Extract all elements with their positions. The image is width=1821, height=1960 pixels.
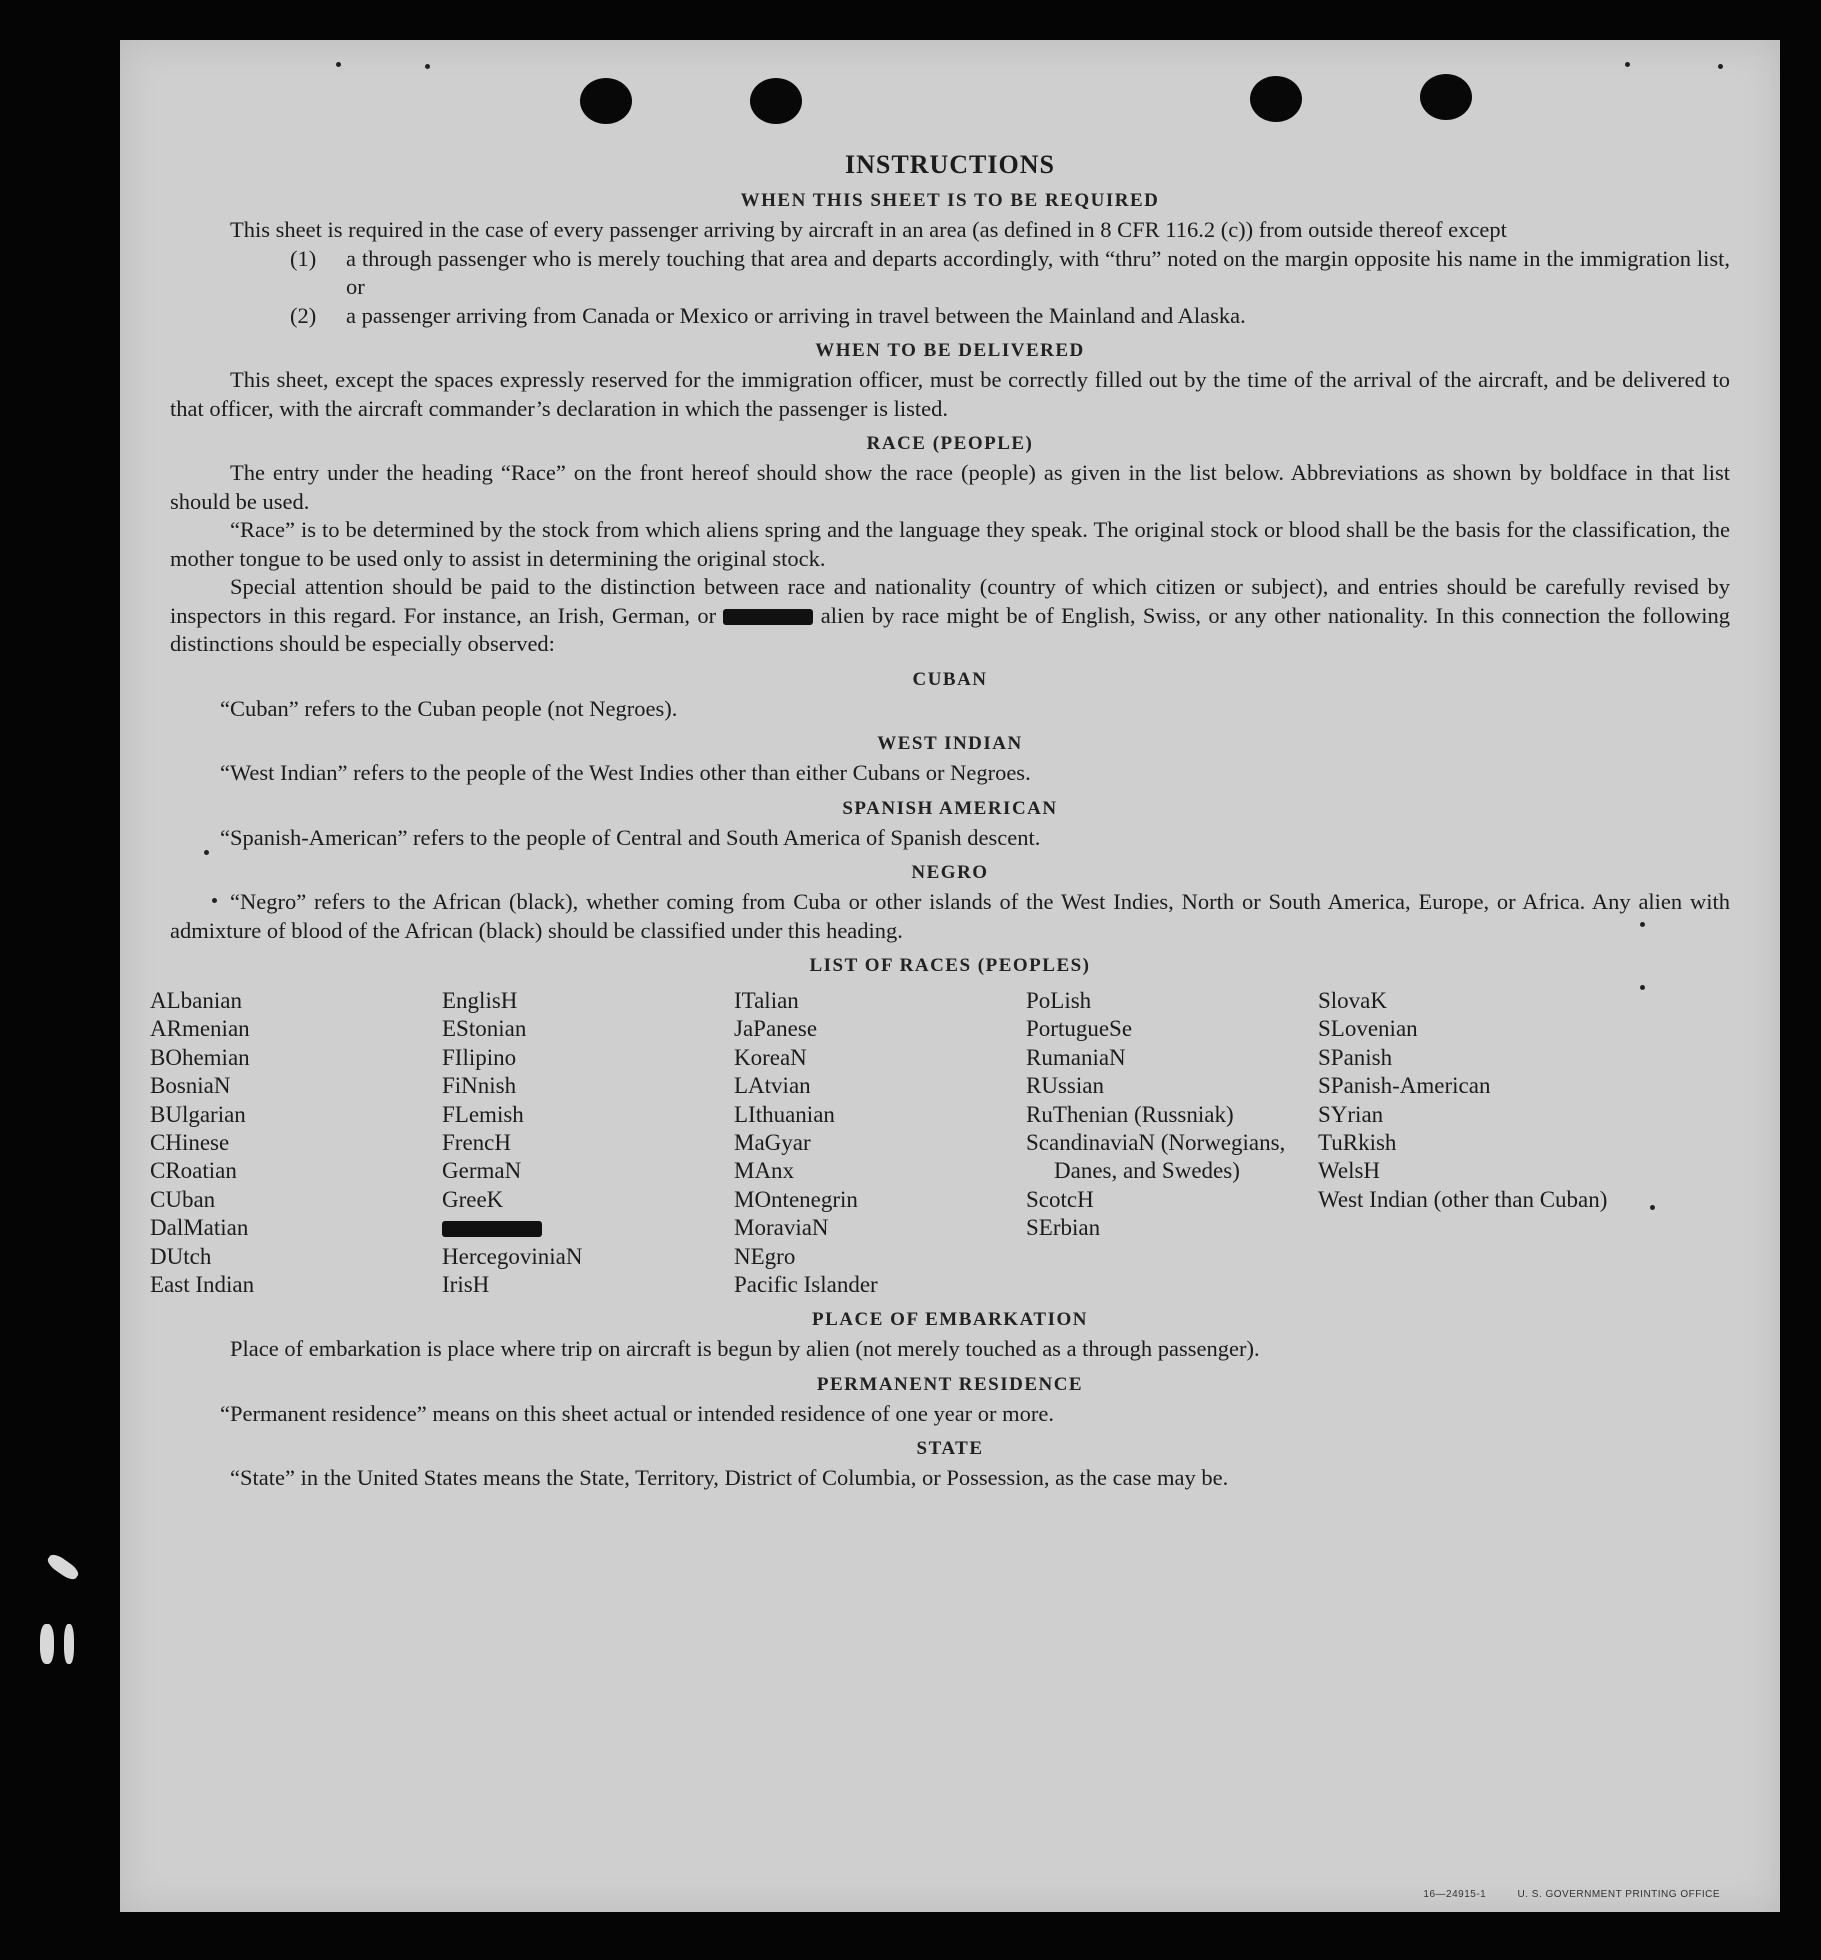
document-sheet bbox=[120, 40, 1780, 1912]
race-entry: CHinese bbox=[150, 1130, 230, 1156]
race-entry: PoLish bbox=[1026, 988, 1092, 1013]
race-entry: WelsH bbox=[1318, 1158, 1381, 1184]
exception-number: (1) bbox=[290, 245, 317, 271]
section-heading-west-indian: WEST INDIAN bbox=[877, 733, 1023, 754]
section-heading-embarkation: PLACE OF EMBARKATION bbox=[812, 1309, 1088, 1331]
race-entry: JaPanese bbox=[734, 1016, 818, 1042]
race-entry: SYrian bbox=[1318, 1101, 1384, 1127]
race-entry: ARmenian bbox=[150, 1016, 250, 1042]
race-entry: GreeK bbox=[442, 1186, 504, 1212]
race-paragraph-1: The entry under the heading “Race” on the front hereof should show the race (people) as given in the list below. Abbreviations as shown by boldface in that list should be used. bbox=[170, 460, 1730, 514]
residence-definition: “Permanent residence” means on this sheet actual or intended residence of one year or more. bbox=[220, 1400, 1055, 1426]
race-entry: FLemish bbox=[442, 1101, 524, 1127]
races-column-3 bbox=[734, 987, 1026, 1299]
exception-item bbox=[290, 302, 1730, 331]
races-column-4 bbox=[1026, 987, 1318, 1299]
state-definition: “State” in the United States means the State, Territory, District of Columbia, or Possession, as the case may be. bbox=[230, 1465, 1229, 1491]
scan-artifact bbox=[45, 1552, 81, 1583]
race-entry: EnglisH bbox=[442, 988, 518, 1013]
race-entry: ScotcH bbox=[1026, 1186, 1094, 1212]
race-entry: SPanish-American bbox=[1318, 1073, 1491, 1099]
race-entry: DalMatian bbox=[150, 1215, 249, 1241]
race-entry: ITalian bbox=[734, 988, 799, 1013]
race-entry: West Indian (other than Cuban) bbox=[1318, 1186, 1608, 1212]
section-heading-delivered: WHEN TO BE DELIVERED bbox=[815, 340, 1085, 361]
race-entry: IrisH bbox=[442, 1272, 490, 1298]
race-entry: NEgro bbox=[734, 1243, 796, 1269]
race-entry: LAtvian bbox=[734, 1073, 811, 1099]
race-paragraph-2: “Race” is to be determined by the stock from which aliens spring and the language they speak. The original stock or blood shall be the basis for the classification, the mother tongue to be used only to assist in determining the original stock. bbox=[170, 517, 1730, 571]
race-entry: Pacific Islander bbox=[734, 1272, 878, 1298]
race-entry: BosniaN bbox=[150, 1073, 231, 1099]
speck bbox=[425, 64, 430, 69]
race-entry: SPanish bbox=[1318, 1044, 1393, 1070]
section-heading-cuban: CUBAN bbox=[912, 668, 988, 690]
race-entry: CRoatian bbox=[150, 1158, 237, 1184]
race-entry: SErbian bbox=[1026, 1215, 1101, 1241]
races-column-1 bbox=[150, 987, 442, 1299]
punch-hole bbox=[750, 78, 802, 124]
punch-hole bbox=[580, 78, 632, 124]
race-paragraph-3b: alien by race might be of English, Swiss, or any other nationality. In this connection the following distinctions should be especially observed: bbox=[170, 602, 1730, 656]
exception-text: a passenger arriving from Canada or Mexico or arriving in travel between the Mainland and Alaska. bbox=[346, 302, 1246, 328]
race-entry: PortugueSe bbox=[1026, 1016, 1133, 1042]
race-entry: RumaniaN bbox=[1026, 1044, 1126, 1070]
punch-hole bbox=[1420, 74, 1472, 120]
section-heading-race: RACE (PEOPLE) bbox=[866, 433, 1034, 454]
redaction-mark bbox=[442, 1221, 542, 1237]
section-heading-state: STATE bbox=[916, 1438, 984, 1460]
race-entry: FrencH bbox=[442, 1130, 511, 1156]
delivered-text: This sheet, except the spaces expressly reserved for the immigration officer, must be correctly filled out by the time of the arrival of the aircraft, and be delivered to that officer, with the aircraft commander’s declaration in which the passenger is listed. bbox=[170, 367, 1730, 421]
speck bbox=[336, 62, 341, 67]
section-heading-negro: NEGRO bbox=[911, 862, 989, 883]
race-entry: LIthuanian bbox=[734, 1101, 835, 1127]
race-entry: East Indian bbox=[150, 1272, 255, 1298]
exception-number: (2) bbox=[290, 302, 317, 328]
race-entry: FiNnish bbox=[442, 1073, 517, 1099]
page-title: INSTRUCTIONS bbox=[845, 150, 1055, 179]
exception-item bbox=[290, 245, 1730, 302]
exception-text: a through passenger who is merely touching that area and departs accordingly, with “thru” noted on the margin opposite his name in the immigration list, or bbox=[346, 245, 1730, 299]
race-entry-redacted bbox=[442, 1214, 734, 1242]
race-entry: SlovaK bbox=[1318, 988, 1387, 1013]
required-intro: This sheet is required in the case of every passenger arriving by aircraft in an area (as defined in 8 CFR 116.2 (c)) from outside thereof except bbox=[230, 217, 1507, 242]
section-heading-required: WHEN THIS SHEET IS TO BE REQUIRED bbox=[740, 190, 1160, 211]
races-column-5 bbox=[1318, 987, 1610, 1299]
race-entry: RUssian bbox=[1026, 1073, 1104, 1099]
section-heading-spanish-american: SPANISH AMERICAN bbox=[842, 797, 1058, 819]
west-indian-definition: “West Indian” refers to the people of the West Indies other than either Cubans or Negroes. bbox=[220, 760, 1031, 785]
instructions-content bbox=[150, 150, 1730, 1493]
spanish-american-definition: “Spanish-American” refers to the people of Central and South America of Spanish descent. bbox=[220, 824, 1041, 850]
race-entry: ScandinaviaN (Norwegians, Danes, and Swedes) bbox=[1026, 1130, 1286, 1184]
negro-definition: “Negro” refers to the African (black), whether coming from Cuba or other islands of the West Indies, North or South America, Europe, or Africa. Any alien with admixture of blood of the African (black) should be classified under this heading. bbox=[170, 889, 1730, 943]
section-heading-races-list: LIST OF RACES (PEOPLES) bbox=[809, 955, 1091, 976]
race-entry: TuRkish bbox=[1318, 1130, 1397, 1156]
footer-print-line bbox=[1423, 1889, 1720, 1900]
section-heading-residence: PERMANENT RESIDENCE bbox=[816, 1373, 1084, 1395]
race-entry: HercegoviniaN bbox=[442, 1243, 583, 1269]
race-entry: MAnx bbox=[734, 1158, 795, 1184]
race-entry: BUlgarian bbox=[150, 1101, 246, 1127]
redaction-mark bbox=[723, 609, 813, 625]
race-entry: GermaN bbox=[442, 1158, 522, 1184]
race-entry: MaGyar bbox=[734, 1130, 811, 1156]
punch-hole bbox=[1250, 76, 1302, 122]
races-list bbox=[150, 987, 1730, 1299]
race-entry: FIlipino bbox=[442, 1044, 517, 1070]
race-paragraph-3 bbox=[170, 573, 1730, 659]
race-entry: RuThenian (Russniak) bbox=[1026, 1101, 1234, 1127]
printer-name: U. S. GOVERNMENT PRINTING OFFICE bbox=[1517, 1889, 1720, 1900]
scan-artifact bbox=[40, 1624, 54, 1664]
race-entry: CUban bbox=[150, 1186, 216, 1212]
speck bbox=[1718, 64, 1723, 69]
races-column-2 bbox=[442, 987, 734, 1299]
race-paragraph-3a: Special attention should be paid to the distinction between race and nationality (country of which citizen or subject), and entries should be carefully revised by inspectors in this regard. For instance, an Irish, German, or bbox=[170, 574, 1730, 628]
race-entry: SLovenian bbox=[1318, 1016, 1418, 1042]
scan-artifact bbox=[64, 1624, 74, 1664]
race-entry: MoraviaN bbox=[734, 1215, 829, 1241]
race-entry: BOhemian bbox=[150, 1044, 250, 1070]
embarkation-text: Place of embarkation is place where trip on aircraft is begun by alien (not merely touched as a through passenger). bbox=[230, 1336, 1260, 1362]
race-entry: KoreaN bbox=[734, 1044, 807, 1070]
race-entry: MOntenegrin bbox=[734, 1186, 858, 1212]
race-entry: DUtch bbox=[150, 1243, 212, 1269]
speck bbox=[1625, 62, 1630, 67]
race-entry: ALbanian bbox=[150, 988, 242, 1013]
cuban-definition: “Cuban” refers to the Cuban people (not Negroes). bbox=[220, 695, 678, 721]
race-entry: EStonian bbox=[442, 1016, 527, 1042]
form-number: 16—24915-1 bbox=[1423, 1889, 1487, 1900]
